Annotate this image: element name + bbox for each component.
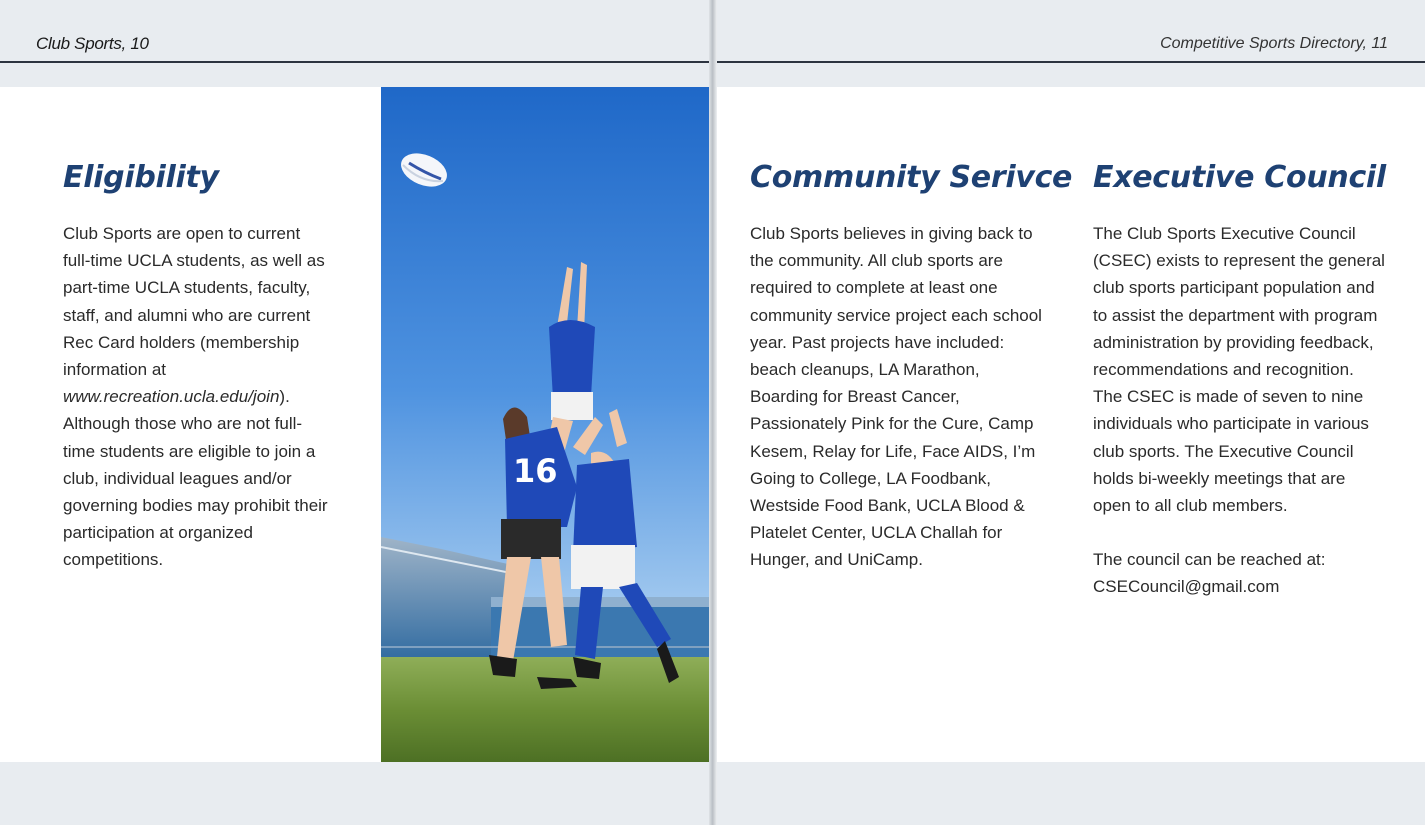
community-service-paragraph: Club Sports believes in giving back to the community. All club sports are required to complete at least one community service project each school year. Past projects have included: beach cleanups, LA Marathon, Boarding for Breast Cancer, Passionately Pink for the Cure, Camp Kesem, Relay for Life, Face AIDS, I’m Going to College, LA Foodbank, Westside Food Bank, UCLA Blood & Platelet Center, UCLA Challah for Hunger, and UniCamp.: [750, 224, 1042, 570]
jersey-number: 16: [513, 452, 558, 490]
right-header-rule: [716, 61, 1425, 63]
left-page-header: Club Sports, 10: [36, 34, 149, 53]
right-page-header: Competitive Sports Directory, 11: [1160, 35, 1388, 52]
rugby-lineout-photo: [381, 87, 712, 762]
eligibility-body-end: ). Although those who are not full-time students are eligible to join a club, individual leagues and/or governing bodies may prohibit their participation at organized competitions.: [63, 387, 328, 570]
community-service-text: [750, 220, 1050, 574]
paragraph-gap: [1093, 519, 1385, 546]
executive-council-heading: Executive Council: [1093, 160, 1386, 195]
eligibility-heading: Eligibility: [63, 160, 219, 195]
eligibility-paragraph: [63, 220, 331, 574]
eligibility-text: [63, 220, 331, 574]
community-service-heading: Community Serivce: [750, 160, 1073, 195]
council-email-link[interactable]: CSECouncil@gmail.com: [1093, 577, 1280, 597]
eligibility-body-start: Club Sports are open to current full-time UCLA students, as well as part-time UCLA students, faculty, staff, and alumni who are current Rec Card holders (membership information at: [63, 224, 325, 380]
membership-link[interactable]: www.recreation.ucla.edu/join: [63, 387, 280, 407]
left-header-rule: [0, 61, 709, 63]
executive-council-text: [1093, 220, 1385, 601]
page-gutter: [709, 0, 717, 825]
executive-council-paragraph: The Club Sports Executive Council (CSEC) exists to represent the general club sports participant population and to assist the department with program administration by providing feedback, recommendations and recognition. The CSEC is made of seven to nine individuals who participate in various club sports. The Executive Council holds bi-weekly meetings that are open to all club members.: [1093, 224, 1385, 516]
contact-line: The council can be reached at:: [1093, 550, 1326, 570]
